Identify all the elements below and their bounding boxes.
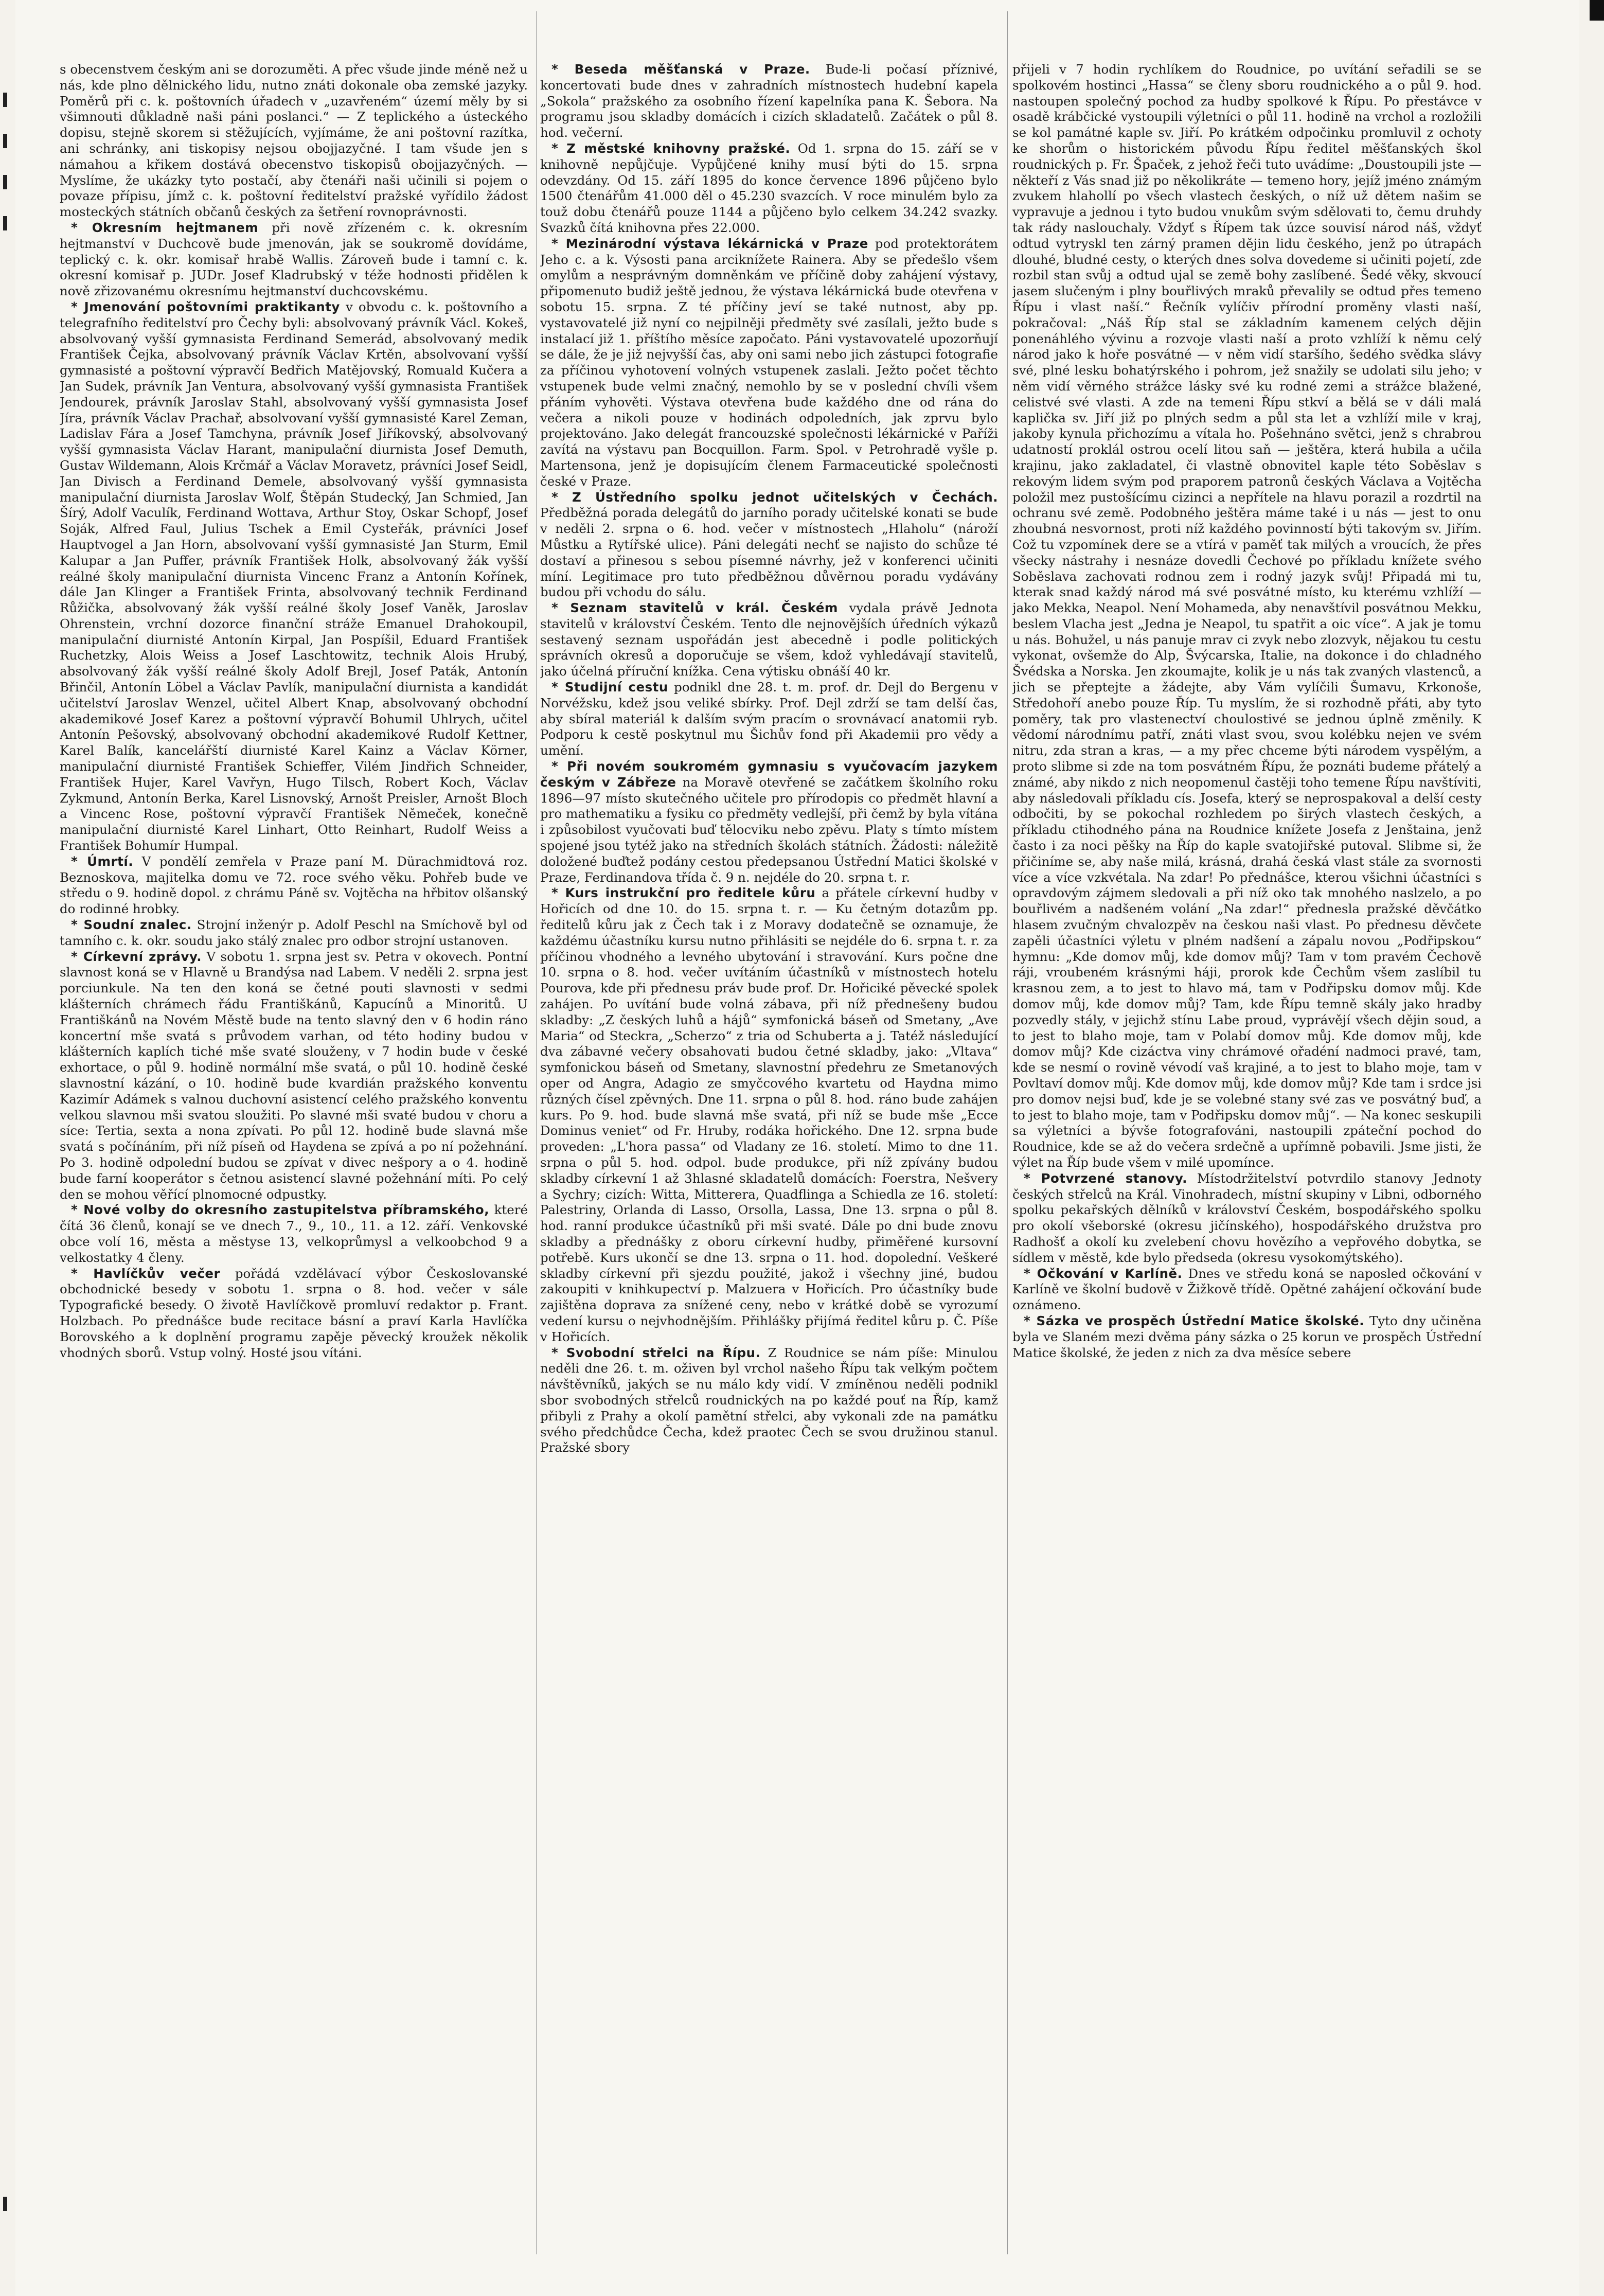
article-paragraph	[540, 490, 998, 601]
article-headline: * Soudní znalec.	[71, 917, 192, 933]
column-2	[540, 62, 998, 2264]
article-text: které čítá 36 členů, konají se ve dnech 7., 9., 10., 11. a 12. září. Venkovské obce volí 16, města a městyse 13, velkoprůmysl a velkoobchod 9 a velkostatky 4 členy.	[60, 1202, 528, 1265]
article-paragraph	[1012, 62, 1482, 1171]
article-paragraph	[1012, 1171, 1482, 1266]
article-paragraph	[540, 600, 998, 680]
article-headline: * Havlíčkův večer	[71, 1266, 221, 1281]
article-headline: * Při novém soukromém gymnasiu s vyučovacím jazykem českým v Zábřeze	[540, 759, 998, 790]
article-paragraph	[1012, 1266, 1482, 1313]
article-headline: * Jmenování poštovními praktikanty	[71, 299, 340, 314]
article-text: V pondělí zemřela v Praze paní M. Dürachmidtová roz. Beznoskova, majitelka domu ve 72. roce svého věku. Pohřeb bude ve středu o 9. hodině dopol. z chrámu Páně sv. Vojtěcha na hřbitov olšanský do rodinné hrobky.	[60, 853, 528, 917]
article-paragraph	[540, 1345, 998, 1456]
article-text: Předběžná porada delegátů do jarního porady učitelské konati se bude v neděli 2. srpna o 6. hod. večer v místnostech „Hlaholu“ (nároží Můstku a Rytířské ulice). Páni delegáti nechť se najisto do schůze té dostaví a přinesou s sebou písemné návrhy, jež v konferenci učiniti míní. Legitimace pro tuto předběžnou důvěrnou poradu vydávány budou při vchodu do sálu.	[540, 505, 998, 600]
article-text: pořádá vzdělávací výbor Českoslovanské obchodnické besedy v sobotu 1. srpna o 8. hod. večer v sále Typografické besedy. O životě Havlíčkově promluví redaktor p. Frant. Holzbach. Po přednášce bude recitace básní a praví Karla Havlíčka Borovského a k doplnění programu zapěje pěvecký kroužek několik vhodných sborů. Vstup volný. Hosté jsou vítáni.	[60, 1266, 528, 1360]
article-paragraph	[540, 680, 998, 759]
article-headline: * Studijní cestu	[551, 680, 668, 695]
article-headline: * Úmrtí.	[71, 853, 134, 869]
article-headline: * Potvrzené stanovy.	[1024, 1170, 1187, 1186]
article-text: Místodržitelství potvrdilo stanovy Jednoty českých střelců na Král. Vinohradech, místní skupiny v Libni, odborného spolku pekařských dělníků v království Českém, bospodářského spolku pro okolí všeborské (okresu jičínského), hospodářského družstva pro Radhošť a okolí ku zvelebení chovu hovězího a vepřového dobytka, se sídlem v městě, kde bylo předseda (okresu vysokomýtského).	[1012, 1170, 1482, 1265]
article-paragraph	[60, 1266, 528, 1361]
article-text: Z Roudnice se nám píše: Minulou neděli dne 26. t. m. oživen byl vrchol našeho Řípu tak velkým počtem návštěvníků, jakých se nu málo kdy vidí. V zmíněnou neděli podnikl sbor svobodných střelců roudnických na po každé pouť na Říp, kamž přibyli z Prahy a okolí pamětní střelci, aby vykonali zde na památku svého předchůdce Čecha, kdež praotec Čech se svou družinou stanul. Pražské sbory	[540, 1345, 998, 1455]
article-text: Od 1. srpna do 15. září se v knihovně nepůjčuje. Vypůjčené knihy musí býti do 15. srpna odevzdány. Od 15. září 1895 do konce července 1896 půjčeno bylo 1500 čtenářům 41.000 děl o 45.230 svazcích. V roce minulém bylo za touž dobu čtenářů pouze 1144 a půjčeno bylo celkem 34.242 svazky. Svazků čítá knihovna přes 22.000.	[540, 140, 998, 235]
article-headline: * Okresním hejtmanem	[71, 220, 259, 235]
article-headline: * Z městské knihovny pražské.	[551, 140, 791, 156]
article-text: podnikl dne 28. t. m. prof. dr. Dejl do Bergenu v Norvéžsku, kdež jsou veliké sbírky. Prof. Dejl zdrží se tam delší čas, aby sbíral materiál k dalším svým pracím o srovnávací anatomii ryb. Podporu k cestě poskytnul mu Šichův fond při Akademii pro vědy a umění.	[540, 680, 998, 758]
column-3	[1012, 62, 1482, 2264]
article-paragraph	[60, 949, 528, 1203]
article-paragraph	[540, 236, 998, 490]
article-paragraph	[60, 917, 528, 949]
article-text: s obecenstvem českým ani se dorozuměti. A přec všude jinde méně než u nás, kde plno dělnického lidu, nutno znáti dokonale oba zemské jazyky. Poměrů při c. k. poštovních úřadech v „uzavřeném“ území měly by si všimnouti důkladně naši páni poslanci.“ — Z teplického a ústeckého dopisu, stejně skorem si stěžujících, vyjímáme, že ani poštovní razítka, ani schránky, ani tiskopisy nejsou obojjazyčné. I tam všude jen s námahou a křikem dostává obecenstvo tiskopisů obojjazyčných. — Myslíme, že ukázky tyto postačí, aby čtenáři naši učinili si pojem o povaze přípisu, jímž c. k. poštovní ředitelství pražské vyřídilo žádost mosteckých státních občanů českých za šetření rovnoprávnosti.	[60, 62, 528, 220]
article-paragraph	[60, 62, 528, 220]
column-rule-1	[536, 11, 537, 2254]
article-text: Bude-li počasí příznivé, koncertovati bude dnes v zahradních místnostech hudební kapela „Sokola“ pražského za osobního řízení kapelníka pana K. Šebora. Na programu jsou skladby domácích i cizích skladatelů. Začátek o půl 8. hod. večerní.	[540, 62, 998, 140]
article-paragraph	[540, 885, 998, 1345]
column-rule-2	[1007, 11, 1008, 2254]
article-headline: * Sázka ve prospěch Ústřední Matice školské.	[1024, 1313, 1365, 1328]
article-headline: * Církevní zprávy.	[71, 949, 202, 964]
article-headline: * Kurs instrukční pro ředitele kůru	[551, 885, 816, 901]
article-text: při nově zřízeném c. k. okresním hejtmanství v Duchcově bude jmenován, jak se soukromě dovídáme, teplický c. k. okr. komisař hrabě Wallis. Zároveň bude i tamní c. k. okresní komisař p. JUDr. Josef Kladrubský v téže hodnosti přidělen k nově zřizovanému okresnímu hejtmanství duchcovskému.	[60, 220, 528, 299]
article-headline: * Seznam stavitelů v král. Českém	[551, 600, 838, 616]
article-headline: * Beseda měšťanská v Praze.	[551, 62, 810, 77]
article-text: Strojní inženýr p. Adolf Peschl na Smíchově byl od tamního c. k. okr. soudu jako stálý znalec pro odbor strojní ustanoven.	[60, 917, 528, 948]
article-text: přijeli v 7 hodin rychlíkem do Roudnice, po uvítání seřadili se se spolkovém hostinci „Hassa“ se členy sboru roudnického a o půl 9. hod. nastoupen společný pochod za hudby spolkové k Řípu. Po přestávce v osadě krábčické vystoupili výletníci o půl 11. hodině na vrchol a rozložili se kol památné kaple sv. Jiří. Po krátkém odpočinku promluvil z ochoty ke shorům o historickém původu Řípu ředitel měšťanských škol roudnických p. Fr. Špaček, z jehož řeči tuto uvádíme: „Doustoupili jste — někteří z Vás snad již po několikráte — temeno hory, jejíž jméno známým zvukem hlahollí po všech vlastech českých, o níž už dětem našim se vypravuje a jednou i tyto budou vnukům svým sdělovati to, čemu druhdy tak rády naslouchaly. Vždyť s Řípem tak úzce souvisí národ náš, vždyť odtud vytryskl ten zárný pramen dějin lidu českého, jenž po útrapách dlouhé, bludné cesty, o kterých dnes solva dovedeme si učiniti pojetí, zde rozbil stan svůj a odtud ujal se země bohy zaslíbené. Šedé věky, skvoucí jasem slučeným i plny bouřlivých mraků převalily se odtud přes temeno Řípu i vlast naší.“ Řečník vylíčiv přírodní proměny vlasti naší, pokračoval: „Náš Říp stal se základním kamenem celých dějin ponenáhlého vývinu a rozvoje vlasti naší a proto vzhlíží k němu celý národ jako k hoře posvátné — v něm vidí staršího, šedého svědka slávy své, plné lesku bohatýrského i pohrom, jež snažily se udolati silu jeho; v něm vidí věrného strážce lásky své ku rodné zemi a strážce blažené, celistvé své vlasti. A zde na temeni Řípu stkví a bělá se v dáli malá kaplička sv. Jiří již po plných sedm a půl sta let a vzhlíží mile v kraj, jakoby kynula přichozímu a vítala ho. Pošehnáno světci, jenž s chrabrou udatností proklál ostrou ocelí litou saň — ještěra, která hubila a učila krajinu, jako zakladatel, či vlastně obnovitel kaple této Soběslav s rekovým lidem svým pod praporem patronů českých Václava a Vojtěcha položil mez pustošícímu cizinci a nepřítele na hlavu porazil a rozdrtil na ochranu své země. Podobného ještěra máme také i u nás — jest to onu zhoubná nesvornost, proti níž každého povinností býti takovým sv. Jiřím. Což tu vzpomínek dere se a vtírá v paměť tak milých a vroucích, že přes všecky nástrahy i nesnáze dovedli Čechové po příkladu knížete svého Soběslava zachovati rodnou zem i rodný jazyk svůj! Připadá mi tu, kterak snad každý národ má své posvátné místo, ku kterému vzhlíží — jako Mekka, Neapol. Není Mohameda, aby nenavštívil posvátnou Mekku, beslem Vlacha jest „Jedna je Neapol, tu spatřit a oic více“. A jak je tomu u nás. Bohužel, u nás panuje mrav ci zvyk nebo zlozvyk, nějakou tu cestu vykonat, ovšemže do Alp, Švýcarska, Italie, na dokonce i do chladného Švédska a Norska. Jen zkoumajte, kolik je u nás tak zvaných vlastenců, a jich se přeptejte a žádejte, aby Vám vylíčili Šumavu, Krkonoše, Středohoří anebo pouze Říp. Tu myslím, že si rozhodně přáti, aby tyto poměry, tak pro vlastenectví choulostivé se jednou úplně změnily. K vědomí národnímu patří, znáti vlast svou, svou kolébku nejen ve svém nitru, zda stran a kras, — a my přec chceme býti národem vyspělým, a proto slibme si zde na tom posvátném Řípu, že poznáti budeme přátelý a známé, aby nikdo z nich neopomenul častěji toho temene Řípu navštíviti, aby následovali příkladu cís. Josefa, který se neprospakoval a delší cesty odbočiti, by se pokochal rozhledem po širých vlastech českých, a příkladu ctihodného pána na Roudnice knížete Josefa z Jenštaina, jenž často i za noci pěšky na Říp do kaple svatojiřské putoval. Slibme si, že přičiníme se, aby naše milá, krásná, drahá česká vlast stále za svornosti více a více vzkvétala. Na zdar! Po přednášce, kterou všichni účastníci s opravdovým zájmem sledovali a při níž oko tak mnohého naslzelo, a po bouřlivém a nadšeném volání „Na zdar!“ přednesla pražské děvčátko hlasem zvučným chvalozpěv na českou naši vlast. Po přednesu děvčete zapěli účastníci výletu v plném nadšení a zápalu novou „Podřipskou“ hymnu: „Kde domov můj, kde domov můj? Tam v tom pravém Čechově ráji, vroubeném krásnými háji, prorok kde Čechům všem zaslíbil tu krasnou zem, a to jest to hlavo má, tam v Podřipsku domov můj. Kde domov můj, kde domov můj? Tam, kde Řípu temně skály jako hradby pozvedly stály, v jejichž stínu Labe proud, vyprávějí všech dějin soud, a to jest to blaho moje, tam v Polabí domov můj. Kde domov můj, kde domov můj? Kde cizáctva viny chrámové ořadéní nadmoci pravé, tam, kde se nesmí o rovině vévodí vaš krajiné, a to jest to blaho moje, tam v Povltaví domov můj. Kde domov můj, kde domov můj? Kde tam i srdce jsi pro domov nejsi buď, kde je se volebné stany své zas ve posvátný buď, a to jest to blaho moje, tam v Podřipsku domov můj“. — Na konec seskupili sa výletníci a bývše fotografováni, nastoupili zpáteční pochod do Roudnice, kde se až do večera srdečně a upřímně pobavili. Jsme jisti, že výlet na Říp bude všem v milé upomínce.	[1012, 62, 1482, 1170]
scan-corner-mark	[1590, 0, 1604, 21]
article-text: a přátele církevní hudby v Hořicích od dne 10. do 15. srpna t. r. — Ku četným dotazům pp. ředitelů kůru jak z Čech tak i z Moravy dodatečně se oznamuje, že každému účastníku kursu nutno přihlásiti se nejdéle do 6. srpna t. r. za příčinou vhodného a levného ubytování i stravování. Kurs počne dne 10. srpna o 8. hod. večer uvítáním účastníků v místnostech hotelu Pourova, kde při přednesu práv bude prof. Dr. Hořiciké pěvecké spolek zahájen. Po uvítání bude volná zábava, při níž přednešeny budou skladby: „Z českých luhů a hájů“ symfonická báseň od Smetany, „Ave Maria“ od Steckra, „Scherzo“ z tria od Schuberta a j. Tatéž následující dva zábavné večery obsahovati budou četné skladby, jako: „Vltava“ symfonickou báseň od Smetany, slavnostní předehru ze Smetanových oper od Angra, Adagio ze smyčcového kvartetu od Haydna mimo různých čísel zpěvných. Dne 11. srpna o půl 8. hod. ráno bude zahájen kurs. Po 9. hod. bude slavná mše svatá, při níž se bude mše „Ecce Dominus veniet“ od Fr. Hruby, rodáka hořického. Dne 12. srpna bude proveden: „L'hora passa“ od Vladany ze 16. století. Mimo to dne 11. srpna o půl 5. hod. odpol. bude produkce, při níž zpívány budou skladby církevní 1 až 3hlasné skladatelů domácích: Foerstra, Nešvery a Sychry; cizích: Witta, Mitterera, Quadflinga a Schiedla ze 16. století: Palestriny, Orlanda di Lasso, Orsolla, Lassa, Dne 13. srpna o půl 8. hod. ranní produkce účastníků při mši svaté. Dále po dni bude znovu skladby a přednášky z oboru církevní hudby, přiměřené kursovní potřebě. Kurs ukončí se dne 13. srpna o 11. hod. dopolední. Veškeré skladby církevní při sjezdu použité, jakož i všechny jiné, budou zakoupiti v knihkupectví p. Malzuera v Hořicích. Pro účastníky bude zajištěna doprava za snížené ceny, nebo v krátké době se vyrozumí vedení kursu o nejvhodnějším. Přihlášky přijímá ředitel kůru p. Č. Píše v Hořicích.	[540, 885, 998, 1344]
article-text: Tyto dny učiněna byla ve Slaném mezi dvěma pány sázka o 25 korun ve prospěch Ústřední Matice školské, že jeden z nich za dva měsíce sebere	[1012, 1313, 1482, 1360]
article-headline: * Mezinárodní výstava lékárnická v Praze	[551, 236, 868, 251]
article-paragraph	[60, 220, 528, 299]
column-1	[60, 62, 528, 2264]
article-headline: * Nové volby do okresního zastupitelstva příbramského,	[71, 1202, 490, 1218]
article-paragraph	[60, 1202, 528, 1266]
article-paragraph	[540, 62, 998, 141]
article-text: Dnes ve středu koná se naposled očkování v Karlíně ve školní budově v Žižkově třídě. Opětné zahájení očkování bude oznámeno.	[1012, 1266, 1482, 1313]
article-paragraph	[540, 141, 998, 236]
article-text: pod protektorátem Jeho c. a k. Výsosti pana arciknížete Rainera. Aby se předešlo všem omylům a nesprávným domněnkám ve příčině doby zahájení výstavy, připomenuto budiž ještě jednou, že výstava lékárnická bude otevřena v sobotu 15. srpna. Z té příčiny jeví se také nutnost, aby pp. vystavovatelé již nyní co nejpilněji předměty své zasílali, ježto bude s instalací již 1. příštího měsíce započato. Páni vystavovatelé upozorňují se dále, že je již nejvyšší čas, aby oni sami nebo jich zástupci fotografie za příčinou vyhotovení volných vstupenek zaslali. Ježto počet těchto vstupenek bude velmi značný, nemohlo by se v poslední chvíli všem přáním vyhověti. Výstava otevřena bude každého dne od rána do večera a nikoli pouze v hodinách odpoledních, jak zprvu bylo projektováno. Jako delegát francouzské společnosti lékárnické v Paříži zavítá na výstavu pan Bocquillon. Farm. Spol. v Petrohradě vyšle p. Martensona, jenž je dopisujícím členem Farmaceutické společnosti české v Praze.	[540, 236, 998, 489]
left-binding-edge	[0, 0, 14, 2296]
article-text: vydala právě Jednota stavitelů v království Českém. Tento dle nejnovějších úředních výkazů sestavený seznam uspořádán jest abecedně i podle politických správních okresů a doporučuje se všem, kdož vyhledávají stavitelů, jako účelná příruční knížka. Cena výtisku obnáší 40 kr.	[540, 600, 998, 679]
article-paragraph	[540, 759, 998, 885]
article-headline: * Z Ústředního spolku jednot učitelských v Čechách.	[551, 489, 998, 505]
article-headline: * Očkování v Karlíně.	[1024, 1266, 1183, 1281]
article-paragraph	[60, 854, 528, 917]
article-text: v obvodu c. k. poštovního a telegrafního ředitelství pro Čechy byli: absolvovaný právník Václ. Kokeš, absolvovaný vyšší gymnasista Ferdinand Semerád, absolvovaný medik František Čejka, absolvovaný právník Václav Krtěn, absolvovaní vyšší gymnasisté a poštovní výpravčí Bedřich Matějovský, Romuald Kučera a Jan Sudek, právník Jan Ventura, absolvovaný vyšší gymnasista František Jendourek, právník Jaroslav Stahl, absolvovaný vyšší gymnasista Josef Jíra, právník Václav Prachař, absolvovaní vyšší gymnasisté Karel Zeman, Ladislav Fára a Josef Tamchyna, právník Josef Jiříkovský, absolvovaný vyšší gymnasista Václav Harant, manipulační diurnista Josef Demuth, Gustav Wildemann, Alois Krčmář a Václav Moravetz, právníci Josef Seidl, Jan Divisch a Ferdinand Demele, absolvovaný vyšší gymnasista manipulační diurnista Jaroslav Wolf, Štěpán Studecký, Jan Schmied, Jan Šírý, Adolf Vaculík, Ferdinand Wottava, Arthur Stoy, Oskar Schopf, Josef Soják, Alfred Faul, Julius Tschek a Emil Cysteřák, právníci Josef Hauptvogel a Jan Horn, absolvovaní vyšší gymnasisté Jan Sturm, Emil Kalupar a Jan Puffer, právník František Holk, absolvovaný žák vyšší reálné školy manipulační diurnista Vincenc Franz a Antonín Kořínek, dále Jan Klinger a František Frinta, absolvovaný technik Ferdinand Růžička, absolvovaný žák vyšší reálné školy Josef Vaněk, Jaroslav Ohrenstein, vrchní dozorce finanční stráže Emanuel Drahokoupil, manipulační diurnisté Antonín Kirpal, Jan Pospíšil, Eduard František Ruchetzky, Alois Weiss a Josef Laschtowitz, technik Alois Hrubý, absolvovaný žák vyšší reálné školy Adolf Brejl, Josef Paták, Antonín Břinčil, Antonín Löbel a Václav Pavlík, manipulační diurnista a kandidát učitelství Jaroslav Wenzel, učitel Albert Knap, absolvovaný obchodní akademikové Josef Karez a poštovní výpravčí Bohumil Uhlrych, učitel Antonín Pešovský, absolvovaný obchodní akademikové Rudolf Kettner, Karel Balík, kancelářští diurnisté Karel Kainz a Václav Körner, manipulační diurnisté František Schieffer, Vilém Jindřich Schneider, František Hujer, Karel Vavřyn, Hugo Tilsch, Robert Koch, Václav Zykmund, Antonín Berka, Karel Lisnovský, Arnošt Preisler, Arnošt Bloch a Vincenc Rose, poštovní výpravčí František Němeček, konečně manipulační diurnisté Karel Linhart, Otto Reinhart, Rudolf Weiss a František Bohumír Humpal.	[60, 299, 528, 853]
article-paragraph	[60, 299, 528, 854]
newspaper-page	[15, 0, 1579, 2296]
article-text: na Moravě otevřené se začátkem školního roku 1896—97 místo skutečného učitele pro přírodopis co předmět hlavní a pro mathematiku a fysiku co předměty vedlejší, při čemž by byla vítána i způsobilost vyučovati buď tělocviku nebo zpěvu. Platy s tímto místem spojené jsou tytéž jako na středních školách státních. Žádosti: náležitě doložené buďtež podány cestou předepsanou Ústřední Matici školské v Praze, Ferdinandova třída č. 9 n. nejdéle do 20. srpna t. r.	[540, 774, 998, 885]
article-headline: * Svobodní střelci na Řípu.	[551, 1345, 761, 1360]
article-text: V sobotu 1. srpna jest sv. Petra v okovech. Pontní slavnost koná se v Hlavně u Brandýsa nad Labem. V neděli 2. srpna jest porciunkule. Na ten den koná se četné pouti slavnosti v sedmi klášterních chrámech řádu Františkánů, Kapucínů a Minoritů. U Františkánů na Novém Městě bude na tento slavný den v 6 hodin ráno koncertní mše svatá s průvodem varhan, od této hodiny budou v klášterních kaplích tiché mše svaté slouženy, v 7 hodin bude v české exhortace, o půl 9. hodině normální mše svatá, o půl 10. hodině české slavnostní kázání, o 10. hodině bude kvardián pražského konventu Kazimír Adámek s valnou duchovní asistencí celého pražského konventu velkou slavnou mši svatou sloužiti. Po slavné mši svaté budou v choru a síce: Tertia, sexta a nona zpívati. Po půl 12. hodině bude slavná mše svatá s počínáním, při níž píseň od Haydena se zpívá a po ní požehnání. Po 3. hodině odpolední budou se zpívat v divec nešpory a o 4. hodině bude farní kooperátor s četnou asistencí slavné požehnání míti. Po celý den se mohou věřící plnomocné odpustky.	[60, 949, 528, 1202]
article-paragraph	[1012, 1313, 1482, 1361]
